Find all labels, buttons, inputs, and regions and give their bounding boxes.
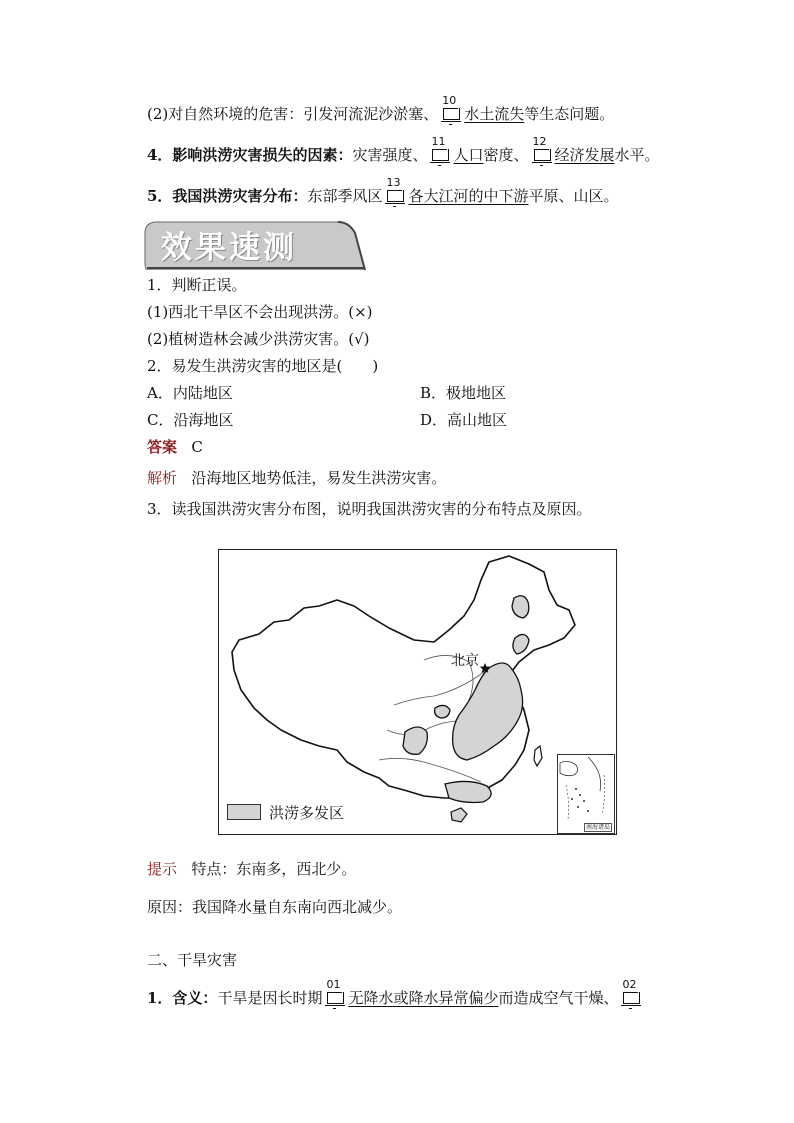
blank-marker [325, 978, 345, 1006]
line-distribution [147, 176, 619, 206]
answer-text: 水土流失 [464, 105, 525, 123]
text: 密度、 [483, 146, 529, 164]
question-1: 1．判断正误。 [147, 276, 247, 294]
answer-text: 经济发展 [554, 146, 615, 164]
text: (2)对自然环境的危害：引发河流泥沙淤塞、 [147, 105, 439, 123]
beijing-label: 北京 [451, 653, 479, 669]
question-1-1: (1)西北干旱区不会出现洪涝。(×) [147, 303, 373, 321]
inset-map [558, 755, 614, 833]
answer-text: 人口 [453, 146, 484, 164]
blank-marker [621, 978, 641, 1006]
drought-definition [147, 978, 644, 1008]
option-b: B．极地地区 [420, 384, 507, 402]
analysis-line [147, 468, 446, 488]
blank-marker [532, 135, 552, 163]
option-a: A．内陆地区 [147, 384, 233, 402]
line-loss-factors [147, 135, 660, 165]
question-2: 2．易发生洪涝灾害的地区是( ) [147, 357, 379, 375]
blank-number: 10 [442, 94, 457, 107]
blank-number: 13 [386, 176, 401, 189]
hint-label: 提示 [147, 860, 178, 878]
question-3: 3．读我国洪涝灾害分布图，说明我国洪涝灾害的分布特点及原因。 [147, 500, 592, 518]
section-banner [143, 218, 366, 270]
answer-text: 各大江河的中下游 [408, 187, 529, 205]
text: 干旱是因长时期 [217, 989, 323, 1007]
blank-marker [430, 135, 450, 163]
blank-marker [385, 176, 405, 204]
south-china-sea-inset [557, 754, 615, 834]
option-d: D．高山地区 [420, 411, 508, 429]
line-ecological-harm [147, 94, 615, 124]
option-c: C．沿海地区 [147, 411, 234, 429]
inset-caption: 南海诸岛 [585, 824, 610, 831]
item-title: 4．影响洪涝灾害损失的因素： [147, 146, 353, 164]
blank-number: 02 [622, 978, 637, 991]
answer-value: C [191, 438, 203, 456]
text: 而造成空气干燥、 [498, 989, 619, 1007]
banner-title: 效果速测 [161, 230, 297, 266]
question-1-2: (2)植树造林会减少洪涝灾害。(√) [147, 330, 370, 348]
analysis-label: 解析 [147, 469, 178, 487]
answer-line [147, 437, 203, 457]
text: 东部季风区 [307, 187, 383, 205]
text: 灾害强度、 [352, 146, 428, 164]
analysis-text: 沿海地区地势低洼，易发生洪涝灾害。 [191, 469, 447, 487]
item-title: 5．我国洪涝灾害分布： [147, 187, 308, 205]
text: 平原、山区。 [528, 187, 619, 205]
legend-swatch [227, 804, 261, 820]
section-heading: 二、干旱灾害 [147, 951, 238, 969]
legend-label: 洪涝多发区 [269, 804, 345, 822]
text: 水平。 [614, 146, 660, 164]
hint-line [147, 859, 356, 879]
blank-number: 12 [532, 135, 547, 148]
blank-number: 01 [326, 978, 341, 991]
hint-reason: 原因：我国降水量自东南向西北减少。 [147, 898, 403, 916]
hint-text: 特点：东南多，西北少。 [191, 860, 357, 878]
answer-label: 答案 [147, 438, 178, 456]
blank-marker [441, 94, 461, 122]
item-title: 1．含义： [147, 989, 218, 1007]
blank-number: 11 [431, 135, 446, 148]
flood-distribution-map [218, 549, 617, 835]
text: 等生态问题。 [524, 105, 615, 123]
answer-text: 无降水或降水异常偏少 [348, 989, 499, 1007]
